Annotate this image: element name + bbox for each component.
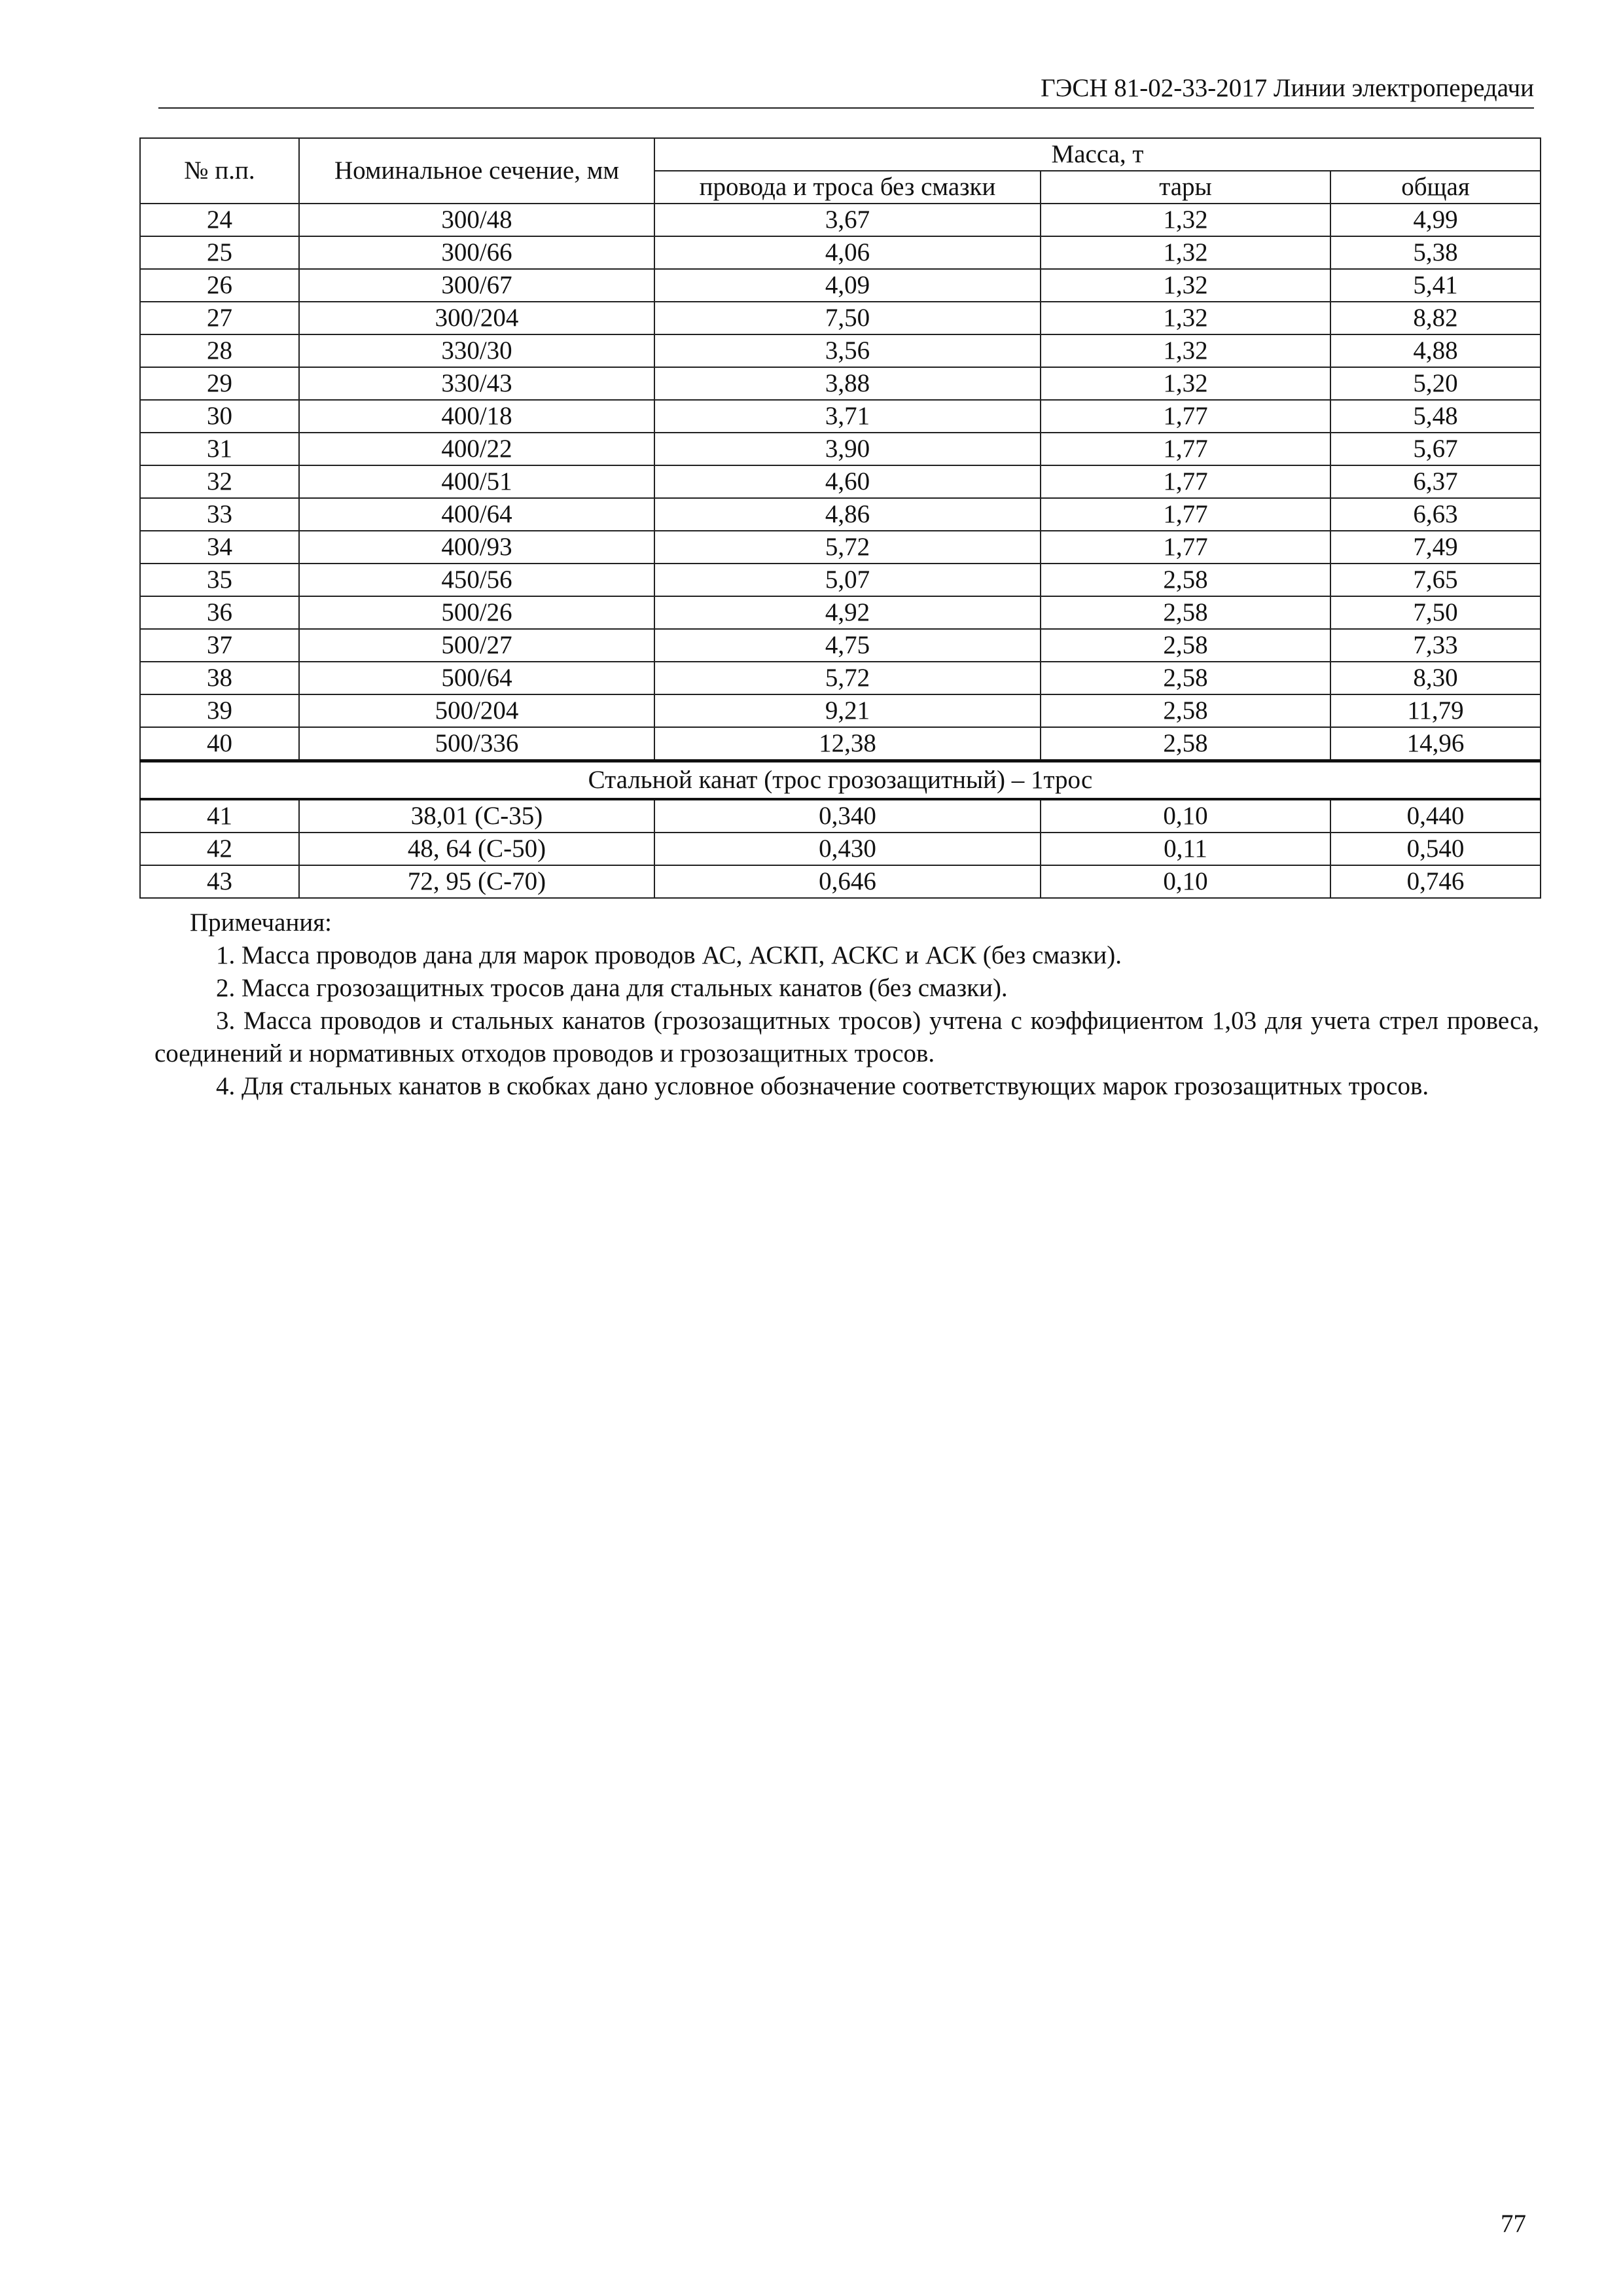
cell-section: 48, 64 (С-50): [299, 833, 654, 865]
cell-section: 450/56: [299, 564, 654, 596]
table-row: [140, 400, 1541, 433]
cell-number: 43: [140, 865, 299, 898]
table-row: [140, 433, 1541, 465]
table-row: [140, 799, 1541, 833]
cell-total-mass: 5,20: [1330, 367, 1541, 400]
cell-tare-mass: 2,58: [1041, 662, 1330, 694]
cell-number: 25: [140, 236, 299, 269]
table-row: [140, 334, 1541, 367]
table-row: [140, 564, 1541, 596]
cell-number: 42: [140, 833, 299, 865]
cell-total-mass: 11,79: [1330, 694, 1541, 727]
cell-section: 500/26: [299, 596, 654, 629]
table-row: [140, 629, 1541, 662]
notes-title: Примечания:: [190, 908, 332, 937]
cell-tare-mass: 1,77: [1041, 400, 1330, 433]
cell-tare-mass: 1,32: [1041, 334, 1330, 367]
cell-wire-mass: 4,86: [654, 498, 1041, 531]
cell-wire-mass: 0,646: [654, 865, 1041, 898]
header-rule: [158, 107, 1534, 109]
cell-section: 400/18: [299, 400, 654, 433]
cell-wire-mass: 0,340: [654, 799, 1041, 833]
table-row: [140, 269, 1541, 302]
col-header-total-mass: общая: [1330, 171, 1541, 204]
cell-wire-mass: 5,07: [654, 564, 1041, 596]
table-row: [140, 662, 1541, 694]
cell-tare-mass: 1,32: [1041, 204, 1330, 236]
cell-wire-mass: 0,430: [654, 833, 1041, 865]
cell-number: 27: [140, 302, 299, 334]
cell-wire-mass: 5,72: [654, 662, 1041, 694]
table-body-group: [140, 761, 1541, 800]
cell-tare-mass: 0,10: [1041, 865, 1330, 898]
page-number: 77: [1501, 2210, 1526, 2238]
cell-tare-mass: 2,58: [1041, 727, 1330, 761]
table-row: [140, 596, 1541, 629]
cell-number: 39: [140, 694, 299, 727]
cell-section: 300/66: [299, 236, 654, 269]
running-header: ГЭСН 81-02-33-2017 Линии электропередачи: [1041, 74, 1534, 102]
cell-total-mass: 7,65: [1330, 564, 1541, 596]
cell-tare-mass: 1,77: [1041, 433, 1330, 465]
cell-total-mass: 7,49: [1330, 531, 1541, 564]
note-item: 4. Для стальных канатов в скобках дано условное обозначение соответствующих марок грозозащитных тросов.: [216, 1072, 1429, 1100]
cell-wire-mass: 12,38: [654, 727, 1041, 761]
cell-wire-mass: 3,56: [654, 334, 1041, 367]
cell-section: 500/204: [299, 694, 654, 727]
cell-total-mass: 5,48: [1330, 400, 1541, 433]
table-body-wires: [140, 204, 1541, 761]
cell-number: 24: [140, 204, 299, 236]
cell-number: 29: [140, 367, 299, 400]
note-item: 2. Масса грозозащитных тросов дана для стальных канатов (без смазки).: [216, 974, 1008, 1002]
table-row: [140, 498, 1541, 531]
cell-section: 400/93: [299, 531, 654, 564]
cell-total-mass: 6,37: [1330, 465, 1541, 498]
cell-section: 500/336: [299, 727, 654, 761]
cell-section: 300/67: [299, 269, 654, 302]
table-row: [140, 833, 1541, 865]
cell-total-mass: 0,440: [1330, 799, 1541, 833]
col-header-mass: Масса, т: [654, 138, 1541, 171]
cell-wire-mass: 3,88: [654, 367, 1041, 400]
cell-wire-mass: 3,67: [654, 204, 1041, 236]
cell-total-mass: 0,540: [1330, 833, 1541, 865]
col-header-number: № п.п.: [140, 138, 299, 204]
cell-tare-mass: 1,32: [1041, 269, 1330, 302]
cell-total-mass: 4,88: [1330, 334, 1541, 367]
cell-number: 37: [140, 629, 299, 662]
cell-tare-mass: 2,58: [1041, 694, 1330, 727]
table-row: [140, 367, 1541, 400]
cell-section: 300/48: [299, 204, 654, 236]
cell-tare-mass: 2,58: [1041, 596, 1330, 629]
cell-tare-mass: 1,77: [1041, 531, 1330, 564]
cell-section: 400/51: [299, 465, 654, 498]
cell-wire-mass: 4,09: [654, 269, 1041, 302]
cell-total-mass: 6,63: [1330, 498, 1541, 531]
note-item: 3. Масса проводов и стальных канатов (грозозащитных тросов) учтена с коэффициентом 1,03 для учета стрел провеса, соединений и нормативных отходов проводов и грозозащитных тросов.: [154, 1007, 1539, 1067]
cell-number: 38: [140, 662, 299, 694]
cell-section: 72, 95 (С-70): [299, 865, 654, 898]
cell-number: 28: [140, 334, 299, 367]
cell-section: 300/204: [299, 302, 654, 334]
cell-total-mass: 8,30: [1330, 662, 1541, 694]
cell-total-mass: 4,99: [1330, 204, 1541, 236]
cell-tare-mass: 0,10: [1041, 799, 1330, 833]
table-row: [140, 302, 1541, 334]
cell-number: 34: [140, 531, 299, 564]
cell-total-mass: 0,746: [1330, 865, 1541, 898]
cell-section: 500/27: [299, 629, 654, 662]
cell-section: 330/43: [299, 367, 654, 400]
cell-wire-mass: 4,60: [654, 465, 1041, 498]
cell-wire-mass: 4,06: [654, 236, 1041, 269]
table-body-ropes: [140, 799, 1541, 898]
cell-section: 400/22: [299, 433, 654, 465]
group-label: Стальной канат (трос грозозащитный) – 1трос: [140, 761, 1541, 800]
cell-tare-mass: 1,32: [1041, 236, 1330, 269]
col-header-wire-mass: провода и троса без смазки: [654, 171, 1041, 204]
cell-wire-mass: 4,92: [654, 596, 1041, 629]
cell-section: 500/64: [299, 662, 654, 694]
cell-total-mass: 7,50: [1330, 596, 1541, 629]
cell-wire-mass: 3,90: [654, 433, 1041, 465]
cell-total-mass: 5,38: [1330, 236, 1541, 269]
group-row: [140, 761, 1541, 800]
cell-total-mass: 8,82: [1330, 302, 1541, 334]
cell-tare-mass: 1,32: [1041, 367, 1330, 400]
table-row: [140, 865, 1541, 898]
cell-wire-mass: 5,72: [654, 531, 1041, 564]
cell-number: 41: [140, 799, 299, 833]
cell-section: 400/64: [299, 498, 654, 531]
cell-number: 35: [140, 564, 299, 596]
cell-tare-mass: 1,77: [1041, 465, 1330, 498]
cell-tare-mass: 0,11: [1041, 833, 1330, 865]
cell-wire-mass: 3,71: [654, 400, 1041, 433]
cell-total-mass: 5,41: [1330, 269, 1541, 302]
cell-total-mass: 14,96: [1330, 727, 1541, 761]
note-item: 1. Масса проводов дана для марок проводов АС, АСКП, АСКС и АСК (без смазки).: [216, 941, 1122, 969]
cell-tare-mass: 1,77: [1041, 498, 1330, 531]
cell-total-mass: 5,67: [1330, 433, 1541, 465]
cell-number: 32: [140, 465, 299, 498]
cell-section: 330/30: [299, 334, 654, 367]
cell-number: 33: [140, 498, 299, 531]
table-row: [140, 236, 1541, 269]
notes-section: [154, 906, 1539, 1103]
cell-number: 36: [140, 596, 299, 629]
cell-tare-mass: 2,58: [1041, 629, 1330, 662]
cell-number: 40: [140, 727, 299, 761]
cell-section: 38,01 (С-35): [299, 799, 654, 833]
cell-number: 31: [140, 433, 299, 465]
cell-tare-mass: 1,32: [1041, 302, 1330, 334]
cell-total-mass: 7,33: [1330, 629, 1541, 662]
mass-table: [139, 137, 1541, 899]
table-row: [140, 531, 1541, 564]
table-row: [140, 727, 1541, 761]
col-header-section: Номинальное сечение, мм: [299, 138, 654, 204]
cell-wire-mass: 7,50: [654, 302, 1041, 334]
table-row: [140, 465, 1541, 498]
table-row: [140, 694, 1541, 727]
col-header-tare-mass: тары: [1041, 171, 1330, 204]
cell-tare-mass: 2,58: [1041, 564, 1330, 596]
cell-wire-mass: 4,75: [654, 629, 1041, 662]
cell-number: 30: [140, 400, 299, 433]
table-row: [140, 204, 1541, 236]
cell-number: 26: [140, 269, 299, 302]
cell-wire-mass: 9,21: [654, 694, 1041, 727]
